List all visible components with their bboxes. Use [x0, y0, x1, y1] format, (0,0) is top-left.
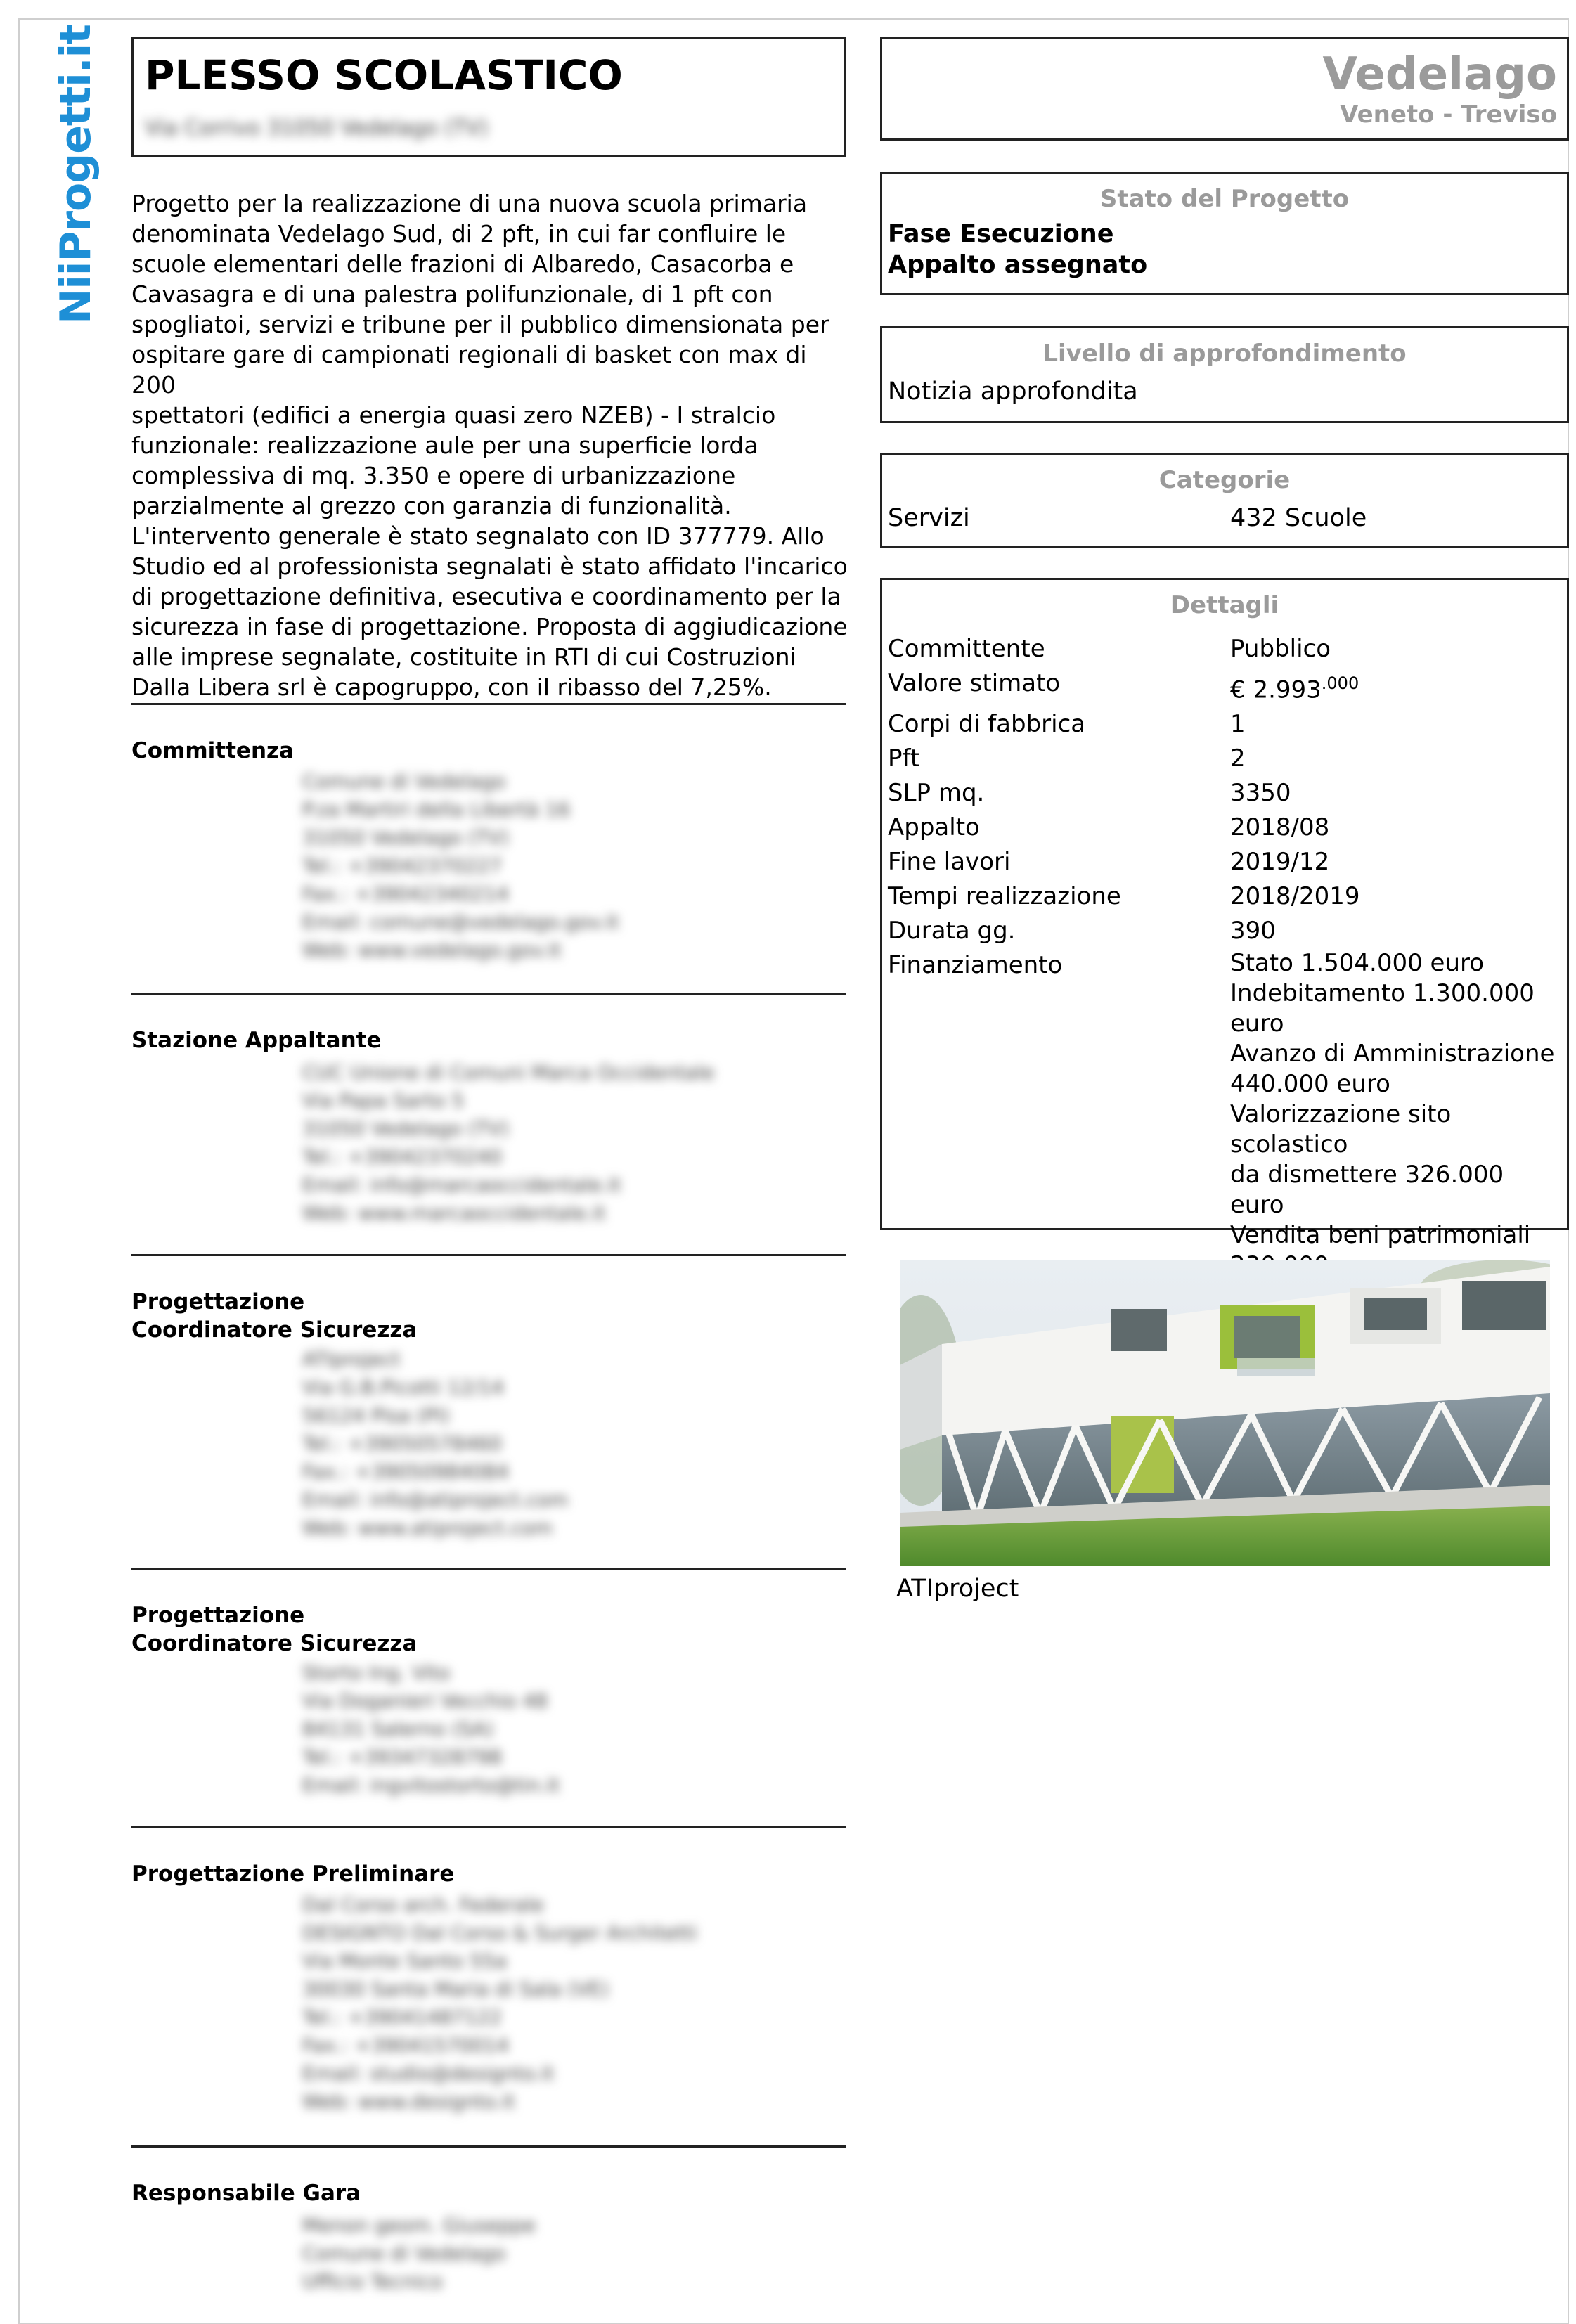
contact-line: CUC Unione di Comuni Marca Occidentale	[302, 1061, 715, 1084]
section-contacts-responsabile-gara	[302, 2212, 536, 2296]
section-title-stazione-appaltante	[131, 1026, 382, 1054]
contact-line: Storto Ing. Vito	[302, 1661, 451, 1684]
description-line: di progettazione definitiva, esecutiva e coordinamento per la	[131, 583, 841, 610]
contact-line: Email: info@atiproject.com	[302, 1488, 569, 1511]
contact-line: Via Doganieri Vecchio 48	[302, 1689, 548, 1712]
detail-row	[888, 707, 1561, 742]
project-status-title: Stato del Progetto	[1099, 185, 1350, 213]
contact-line: ATIproject	[302, 1348, 401, 1371]
detail-value: 2	[1230, 744, 1246, 773]
contact-line: Fax.: +39042340214	[302, 882, 509, 905]
detail-key: Fine lavori	[888, 848, 1011, 877]
financing-line: Indebitamento 1.300.000	[1230, 979, 1535, 1008]
detail-row	[888, 776, 1561, 811]
detail-value: 1	[1230, 710, 1246, 739]
detail-key: Corpi di fabbrica	[888, 710, 1086, 739]
detail-key: Committente	[888, 635, 1045, 663]
detail-value: 2018/08	[1230, 813, 1330, 842]
detail-value: 3350	[1230, 779, 1291, 808]
detail-key: Durata gg.	[888, 917, 1016, 945]
detail-key: Pft	[888, 744, 920, 773]
contact-line: Email: studio@designto.it	[302, 2062, 555, 2085]
detail-value	[1230, 666, 1561, 707]
section-subtitle-line: Coordinatore Sicurezza	[131, 1631, 418, 1656]
detail-value: 2018/2019	[1230, 882, 1360, 911]
description-line: Studio ed al professionista segnalati è stato affidato l'incarico	[131, 553, 848, 580]
logo-text: NiiProgetti.it	[51, 25, 101, 324]
financing-line: da dismettere 326.000 euro	[1230, 1161, 1504, 1220]
description-line: denominata Vedelago Sud, di 2 pft, in cui far confluire le	[131, 220, 787, 247]
status-phase: Fase Esecuzione	[888, 220, 1114, 248]
financing-line: 440.000 euro	[1230, 1070, 1390, 1099]
contact-line: Tel.: +39050578460	[302, 1432, 503, 1455]
image-caption: ATIproject	[896, 1575, 1019, 1603]
depth-level-title: Livello di approfondimento	[1042, 340, 1407, 368]
contact-line: Web: www.designto.it	[302, 2090, 515, 2113]
section-title-committenza	[131, 737, 294, 765]
detail-row	[888, 811, 1561, 845]
section-contacts-progettazione-2	[302, 1659, 560, 1800]
contact-line: Web: www.vedelago.gov.it	[302, 938, 562, 962]
section-title-progettazione-preliminare	[131, 1860, 454, 1888]
financing-line: Avanzo di Amministrazione	[1230, 1040, 1555, 1069]
details-box	[880, 578, 1569, 1250]
contact-line: Tel.: +39041487122	[302, 2006, 503, 2029]
contact-line: Email: comune@vedelago.gov.it	[302, 910, 619, 934]
detail-key: SLP mq.	[888, 779, 985, 808]
depth-level-value: Notizia approfondita	[888, 377, 1138, 406]
description-line: complessiva di mq. 3.350 e opere di urbanizzazione	[131, 462, 736, 489]
category-value: 432 Scuole	[1230, 504, 1367, 532]
description-line: Cavasagra e di una palestra polifunzionale, di 1 pft con	[131, 280, 773, 308]
contact-line: Fax.: +39050984084	[302, 1460, 509, 1483]
contact-line: Comune di Vedelago	[302, 2242, 506, 2265]
detail-row	[888, 845, 1561, 879]
section-divider	[131, 1568, 846, 1570]
contact-line: Via Monte Santo 55a	[302, 1949, 507, 1973]
depth-level-box	[880, 326, 1569, 423]
city-name: Vedelago	[1322, 49, 1557, 101]
title-box	[131, 37, 846, 157]
categories-title: Categorie	[1158, 466, 1291, 494]
project-status-box	[880, 172, 1569, 295]
estimated-value: € 2.993	[1230, 676, 1322, 704]
detail-key: Tempi realizzazione	[888, 882, 1121, 911]
contact-line: 84131 Salerno (SA)	[302, 1717, 494, 1741]
section-title-line: Responsabile Gara	[131, 2181, 361, 2206]
category-key: Servizi	[888, 504, 970, 532]
status-contract: Appalto assegnato	[888, 251, 1148, 279]
contact-line: 56124 Pisa (PI)	[302, 1404, 450, 1427]
detail-value: 2019/12	[1230, 848, 1330, 877]
contact-line: Email: ingvitostorto@tin.it	[302, 1774, 560, 1797]
description-line: scuole elementari delle frazioni di Albaredo, Casacorba e	[131, 250, 794, 278]
section-title-responsabile-gara	[131, 2179, 361, 2207]
description-line: funzionale: realizzazione aule per una superficie lorda	[131, 432, 758, 459]
niiprogetti-logo[interactable]	[51, 25, 101, 324]
contact-line: 31050 Vedelago (TV)	[302, 1117, 510, 1140]
category-row	[882, 503, 1567, 534]
contact-line: Via G.B.Picotti 12/14	[302, 1376, 504, 1399]
section-title-line: Stazione Appaltante	[131, 1028, 382, 1053]
contact-line: Menon geom. Giuseppe	[302, 2214, 536, 2237]
detail-key: Finanziamento	[888, 951, 1063, 980]
contact-line: Dal Corso arch. Federale	[302, 1893, 544, 1916]
description-line: parzialmente al grezzo con garanzia di funzionalità.	[131, 492, 732, 519]
section-title-line: Committenza	[131, 738, 294, 763]
section-contacts-committenza	[302, 768, 619, 964]
section-divider	[131, 993, 846, 995]
financing-line: Valorizzazione sito scolastico	[1230, 1100, 1452, 1159]
region-name: Veneto - Treviso	[1340, 101, 1557, 129]
section-contacts-progettazione-preliminare	[302, 1891, 697, 2116]
contact-line: 30030 Santa Maria di Sala (VE)	[302, 1977, 609, 2001]
contact-line: 31050 Vedelago (TV)	[302, 826, 510, 849]
description-line: alle imprese segnalate, costituite in RTI di cui Costruzioni	[131, 643, 796, 671]
section-subtitle-line: Coordinatore Sicurezza	[131, 1317, 418, 1343]
section-divider	[131, 2145, 846, 2148]
contact-line: Tel.: +39042370227	[302, 854, 503, 877]
location	[1322, 49, 1557, 129]
section-title-line: Progettazione	[131, 1603, 305, 1628]
project-title: PLESSO SCOLASTICO	[145, 51, 623, 99]
section-title-progettazione-2	[131, 1601, 417, 1658]
detail-row-financing	[888, 948, 1561, 1281]
detail-value: Pubblico	[1230, 635, 1331, 663]
description-line: Dalla Libera srl è capogruppo, con il ribasso del 7,25%.	[131, 673, 772, 701]
description-line: spogliatoi, servizi e tribune per il pubblico dimensionata per	[131, 311, 829, 338]
categories-box	[880, 453, 1569, 548]
detail-row	[888, 914, 1561, 948]
section-title-line: Progettazione	[131, 1289, 305, 1315]
estimated-value-thousands: .000	[1321, 673, 1359, 693]
contact-line: Fax.: +39041570014	[302, 2034, 509, 2057]
contact-line: Tel.: +39042370240	[302, 1145, 503, 1168]
contact-line: Ufficio Tecnico	[302, 2270, 443, 2293]
section-divider	[131, 1826, 846, 1828]
detail-row	[888, 879, 1561, 914]
section-contacts-stazione-appaltante	[302, 1059, 714, 1227]
detail-row	[888, 666, 1561, 707]
contact-line: DESIGNTO Dal Corso & Surger Architetti	[302, 1921, 697, 1944]
section-divider	[131, 703, 846, 705]
contact-line: Comune di Vedelago	[302, 770, 506, 793]
contact-line: Via Papa Sarto 5	[302, 1089, 465, 1112]
contact-line: Email: info@marcaoccidentale.it	[302, 1173, 621, 1196]
project-description	[131, 188, 855, 702]
description-line: sicurezza in fase di progettazione. Proposta di aggiudicazione	[131, 613, 848, 640]
project-address: Via Corrivo 31050 Vedelago (TV)	[145, 116, 489, 141]
contact-line: Web: www.marcaoccidentale.it	[302, 1201, 606, 1225]
detail-value: 390	[1230, 917, 1276, 945]
section-title-progettazione-1	[131, 1288, 417, 1344]
description-line: spettatori (edifici a energia quasi zero NZEB) - I stralcio	[131, 401, 776, 429]
contact-line: Tel.: +39347328798	[302, 1745, 503, 1769]
financing-value	[1230, 948, 1561, 1281]
section-title-line: Progettazione Preliminare	[131, 1861, 455, 1887]
description-line: L'intervento generale è stato segnalato con ID 377779. Allo	[131, 522, 825, 550]
section-divider	[131, 1254, 846, 1256]
project-rendering-image[interactable]	[900, 1260, 1550, 1566]
location-box	[880, 37, 1569, 141]
description-line: ospitare gare di campionati regionali di basket con max di 200	[131, 341, 807, 399]
contact-line: P.za Martiri della Libertà 16	[302, 798, 571, 821]
details-title: Dettagli	[1170, 591, 1279, 619]
contact-line: Web: www.atiproject.com	[302, 1516, 553, 1539]
details-table	[888, 632, 1561, 1281]
section-contacts-progettazione-1	[302, 1345, 568, 1542]
detail-row	[888, 742, 1561, 776]
financing-line: euro	[1230, 1009, 1284, 1038]
description-line: Progetto per la realizzazione di una nuova scuola primaria	[131, 190, 808, 217]
financing-line: Vendita beni patrimoniali	[1230, 1221, 1531, 1250]
detail-key: Appalto	[888, 813, 980, 842]
detail-key: Valore stimato	[888, 669, 1061, 697]
financing-line: Stato 1.504.000 euro	[1230, 949, 1485, 978]
detail-row	[888, 632, 1561, 666]
